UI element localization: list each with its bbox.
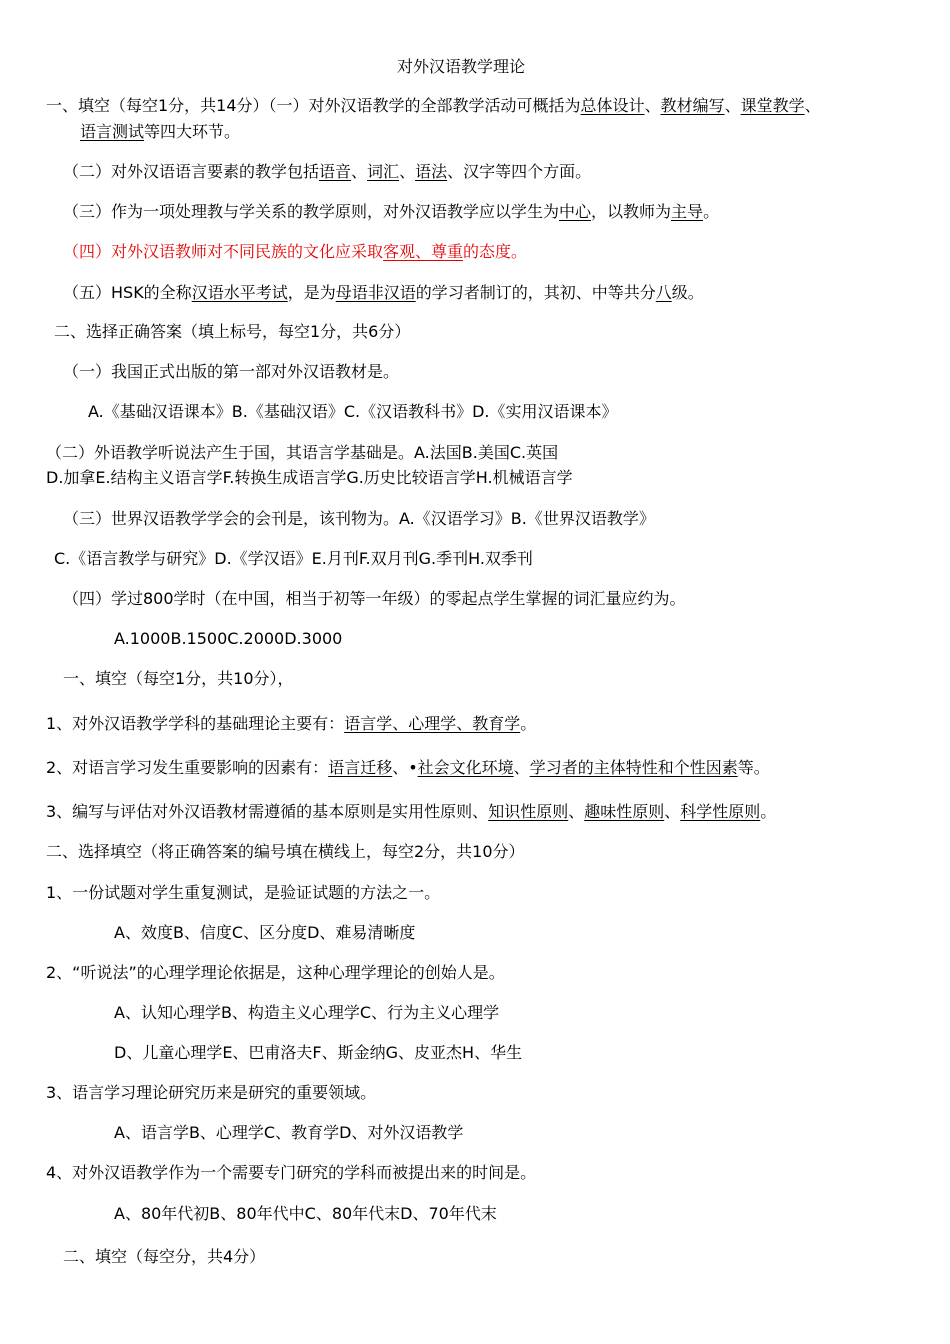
separator: 、 bbox=[724, 96, 741, 115]
section1-heading: 一、填空（每空1分，共14分）（一）对外汉语教学的全部教学活动可概括为 bbox=[46, 96, 581, 115]
question-text: （二）外语教学听说法产生于国，其语言学基础是。A.法国B.美国C.英国 bbox=[46, 443, 559, 462]
answer-options: D.加拿E.结构主义语言学F.转换生成语言学G.历史比较语言学H.机械语言学 bbox=[46, 468, 573, 487]
answer-blank: 八 bbox=[655, 283, 672, 302]
question-4-highlighted bbox=[63, 241, 527, 263]
question-text: 的学习者制订的，其初、中等共分 bbox=[415, 283, 656, 302]
section2-heading: 二、选择正确答案（填上标号，每空1分，共6分） bbox=[54, 322, 411, 341]
answer-blank: 社会文化环境 bbox=[417, 758, 514, 777]
question-text: ，是为 bbox=[287, 283, 336, 302]
question-text: 。 bbox=[520, 714, 537, 733]
answer-options: A、语言学B、心理学C、教育学D、对外汉语教学 bbox=[114, 1123, 464, 1142]
answer-blank: 学习者的主体特性和个性因素 bbox=[529, 758, 738, 777]
answer-options: A、认知心理学B、构造主义心理学C、行为主义心理学 bbox=[114, 1003, 500, 1022]
separator: 、 bbox=[664, 802, 681, 821]
section4-heading: 二、选择填空（将正确答案的编号填在横线上，每空2分，共10分） bbox=[46, 842, 525, 861]
answer-options: A、80年代初B、80年代中C、80年代末D、70年代末 bbox=[114, 1204, 497, 1223]
answer-blank: 总体设计 bbox=[580, 96, 645, 115]
answer-blank: 客观、尊重 bbox=[383, 242, 464, 261]
separator: 、 bbox=[804, 96, 821, 115]
question-text: 。 bbox=[760, 802, 777, 821]
answer-blank: 课堂教学 bbox=[740, 96, 805, 115]
question-text: ，以教师为 bbox=[591, 202, 672, 221]
answer-blank: 知识性原则 bbox=[488, 802, 569, 821]
section1-line1 bbox=[46, 95, 821, 117]
separator: 、 bbox=[568, 802, 585, 821]
item-2 bbox=[46, 757, 770, 779]
answer-blank: 汉语水平考试 bbox=[191, 283, 288, 302]
question-text: 。 bbox=[703, 202, 720, 221]
question-text: （一）我国正式出版的第一部对外汉语教材是。 bbox=[63, 362, 400, 381]
separator: 、 bbox=[399, 162, 416, 181]
question-text: 2、“听说法”的心理学理论依据是，这种心理学理论的创始人是。 bbox=[46, 963, 505, 982]
question-text: （二）对外汉语语言要素的教学包括 bbox=[63, 162, 320, 181]
question-text: （五）HSK的全称 bbox=[63, 283, 192, 302]
answer-blank: 主导 bbox=[671, 202, 704, 221]
separator: 、 bbox=[513, 758, 530, 777]
item-3 bbox=[46, 801, 776, 823]
question-text: 3、编写与评估对外汉语教材需遵循的基本原则是实用性原则、 bbox=[46, 802, 489, 821]
question-2 bbox=[63, 161, 591, 183]
question-text: 4、对外汉语教学作为一个需要专门研究的学科而被提出来的时间是。 bbox=[46, 1163, 537, 1182]
separator: 、 bbox=[351, 162, 368, 181]
separator: 、 bbox=[644, 96, 661, 115]
question-text: 1、一份试题对学生重复测试，是验证试题的方法之一。 bbox=[46, 883, 441, 902]
answer-blank: 中心 bbox=[559, 202, 592, 221]
answer-blank: 趣味性原则 bbox=[584, 802, 665, 821]
question-3 bbox=[63, 201, 719, 223]
answer-options: A.1000B.1500C.2000D.3000 bbox=[114, 629, 343, 648]
answer-options: A、效度B、信度C、区分度D、难易清晰度 bbox=[114, 923, 416, 942]
answer-blank: 语言学、心理学、教育学 bbox=[344, 714, 521, 733]
question-text: （三）世界汉语教学学会的会刊是，该刊物为。A.《汉语学习》B.《世界汉语教学》 bbox=[63, 509, 655, 528]
answer-blank: 词汇 bbox=[367, 162, 400, 181]
section5-heading: 二、填空（每空分，共4分） bbox=[63, 1247, 266, 1266]
question-text: （三）作为一项处理教与学关系的教学原则，对外汉语教学应以学生为 bbox=[63, 202, 560, 221]
answer-options: A.《基础汉语课本》B.《基础汉语》C.《汉语教科书》D.《实用汉语课本》 bbox=[88, 402, 618, 421]
answer-blank: 教材编写 bbox=[660, 96, 725, 115]
answer-blank: 科学性原则 bbox=[680, 802, 761, 821]
answer-blank: 语言测试 bbox=[80, 122, 145, 141]
answer-options: D、儿童心理学E、巴甫洛夫F、斯金纳G、皮亚杰H、华生 bbox=[114, 1043, 523, 1062]
question-text: 等四大环节。 bbox=[144, 122, 241, 141]
question-text: 2、对语言学习发生重要影响的因素有： bbox=[46, 758, 329, 777]
answer-options: C.《语言教学与研究》D.《学汉语》E.月刊F.双月刊G.季刊H.双季刊 bbox=[54, 549, 533, 568]
question-text: 级。 bbox=[671, 283, 704, 302]
separator: 、• bbox=[392, 758, 418, 777]
question-text: 1、对外汉语教学学科的基础理论主要有： bbox=[46, 714, 345, 733]
answer-blank: 母语非汉语 bbox=[335, 283, 416, 302]
answer-blank: 语法 bbox=[415, 162, 448, 181]
question-text: （四）对外汉语教师对不同民族的文化应采取 bbox=[63, 242, 384, 261]
answer-blank: 语音 bbox=[319, 162, 352, 181]
question-text: 、汉字等四个方面。 bbox=[447, 162, 592, 181]
section3-heading: 一、填空（每空1分，共10分）， bbox=[63, 669, 294, 688]
page-title: 对外汉语教学理论 bbox=[397, 57, 526, 76]
question-5 bbox=[63, 282, 704, 304]
question-text: 3、语言学习理论研究历来是研究的重要领域。 bbox=[46, 1083, 377, 1102]
question-text: （四）学过800学时（在中国，相当于初等一年级）的零起点学生掌握的词汇量应约为。 bbox=[63, 589, 686, 608]
section1-line2 bbox=[80, 121, 240, 143]
answer-blank: 语言迁移 bbox=[328, 758, 393, 777]
question-text: 等。 bbox=[737, 758, 770, 777]
item-1 bbox=[46, 713, 536, 735]
question-text: 的态度。 bbox=[463, 242, 528, 261]
